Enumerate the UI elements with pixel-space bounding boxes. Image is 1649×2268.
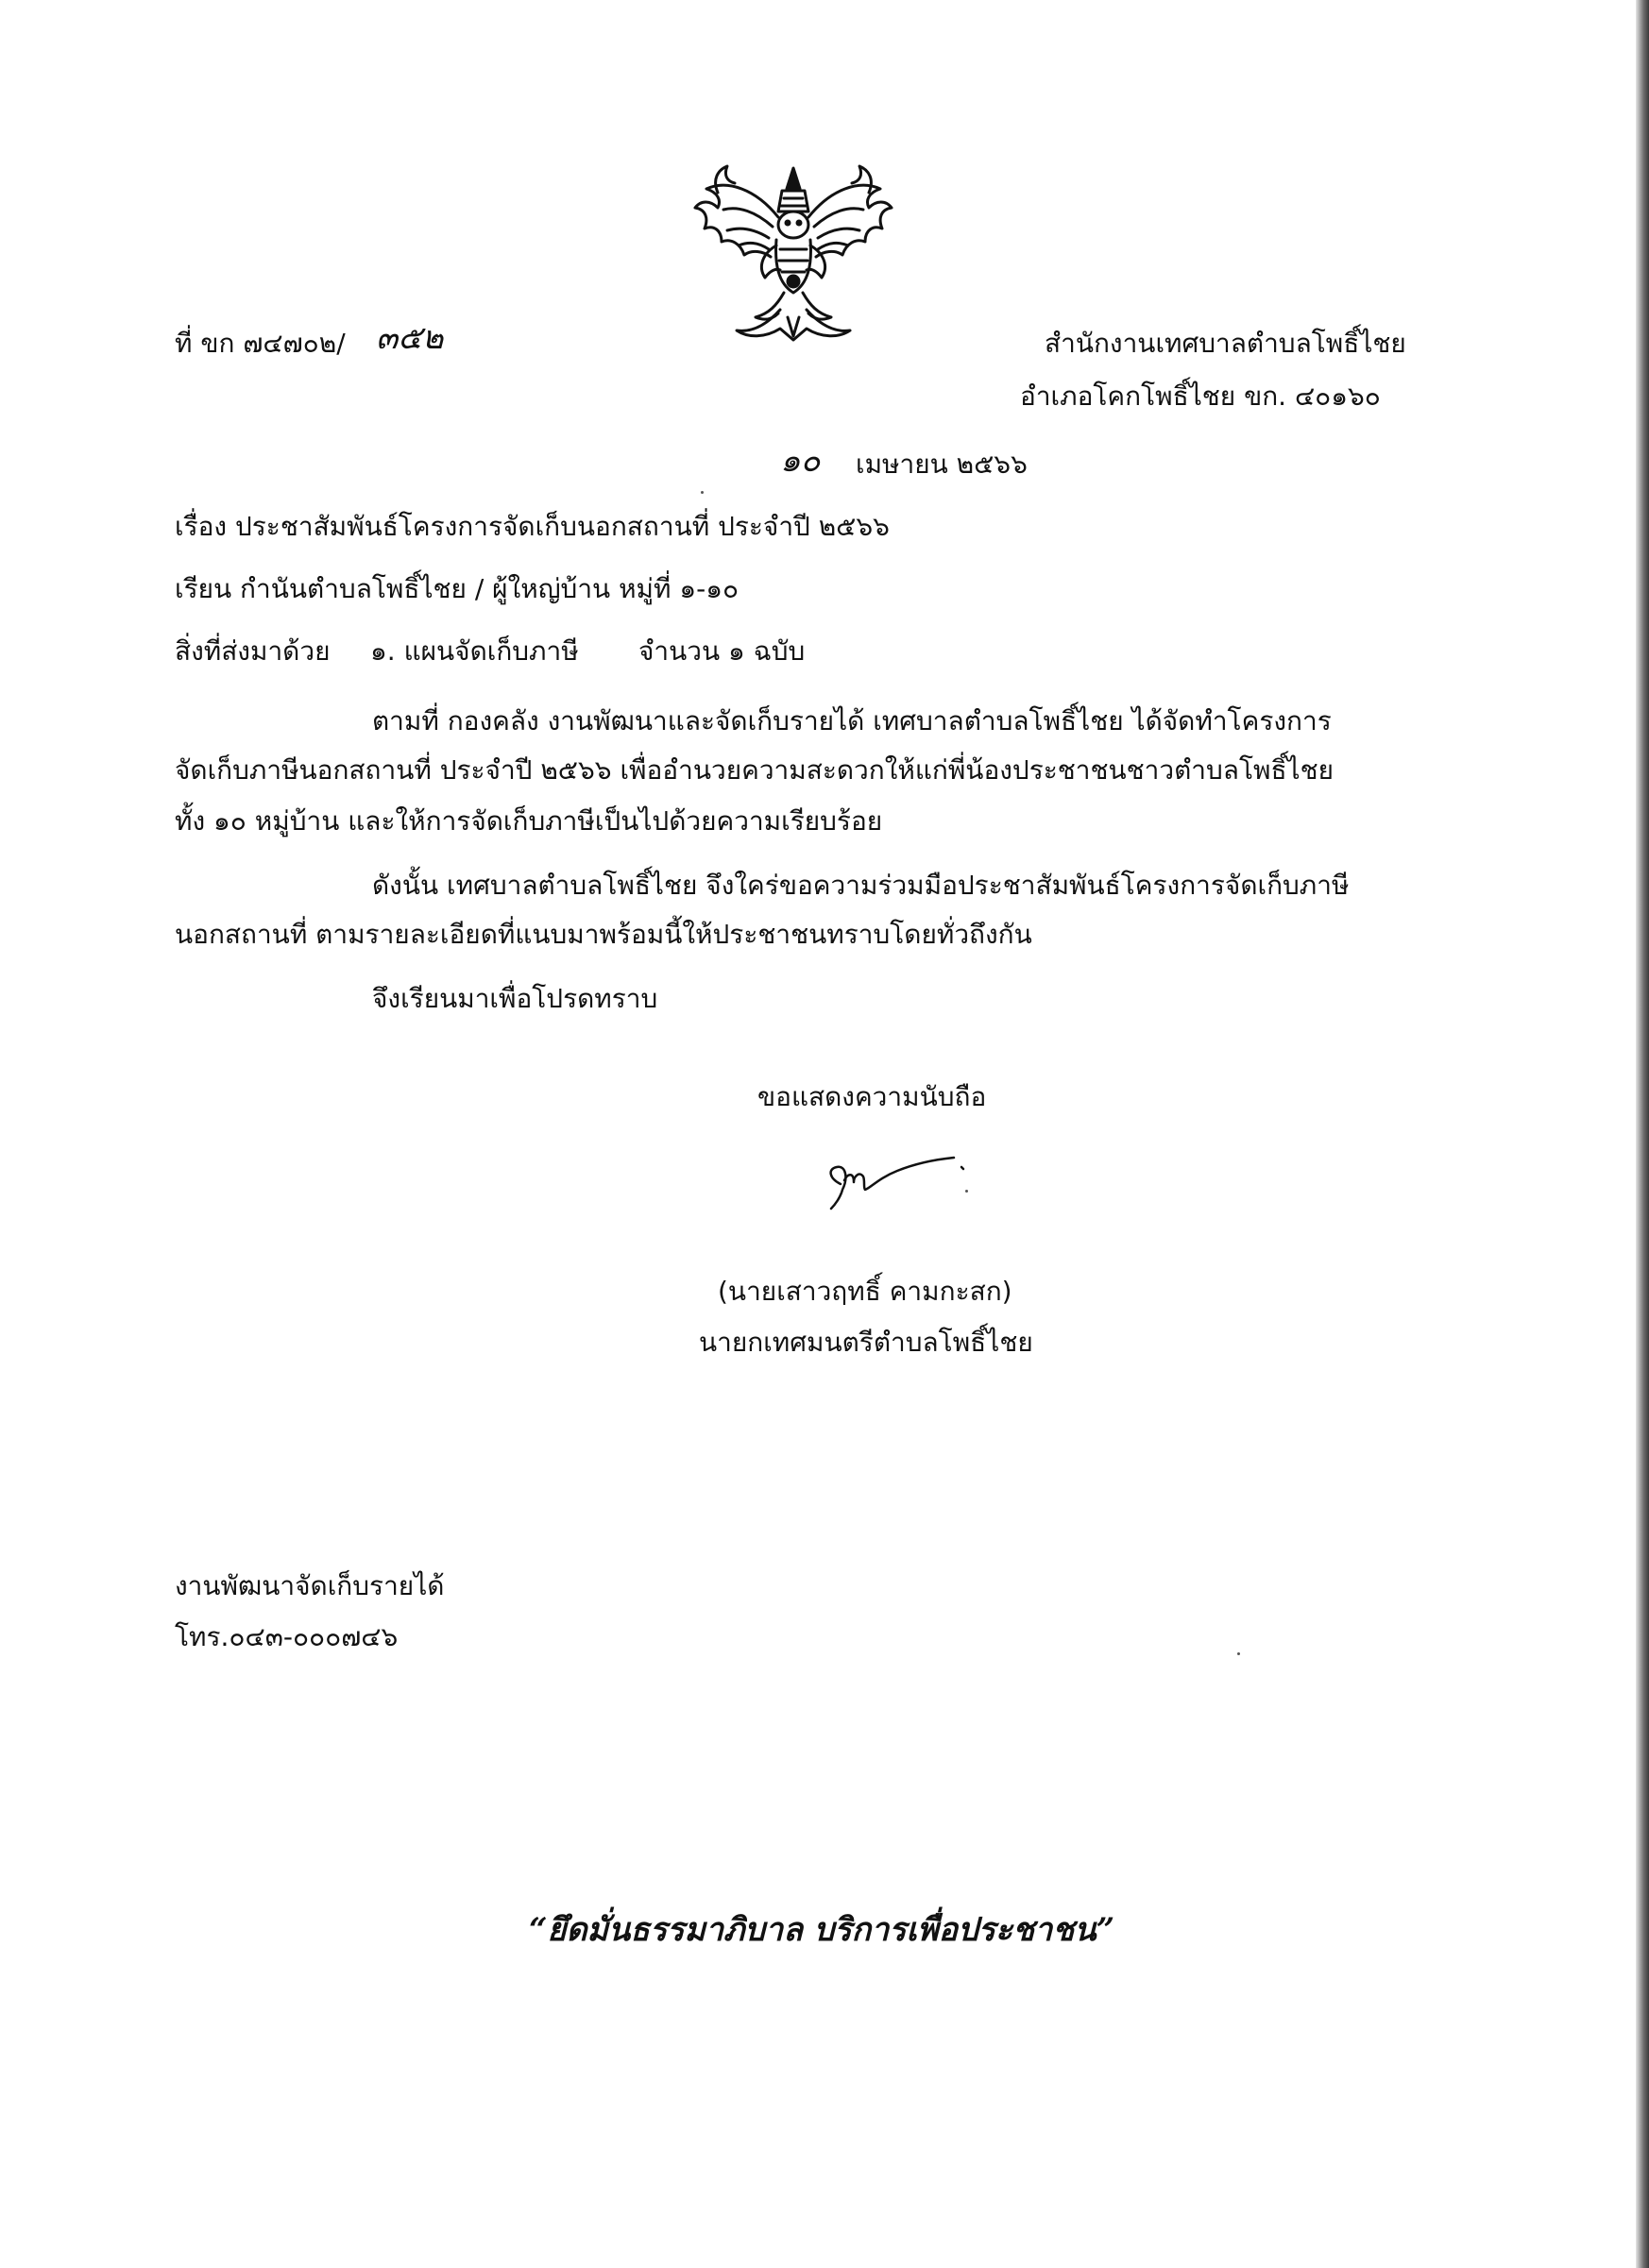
signer-name: (นายเสาวฤทธิ์ คามกะสก): [718, 1276, 1012, 1307]
closing-regards: ขอแสดงความนับถือ: [757, 1081, 987, 1112]
scan-edge-shadow: [1636, 0, 1649, 2268]
body-paragraph-1-line-1: ตามที่ กองคลัง งานพัฒนาและจัดเก็บรายได้ เทศบาลตำบลโพธิ์ไชย ได้จัดทำโครงการ: [372, 705, 1332, 736]
office-name: สำนักงานเทศบาลตำบลโพธิ์ไชย: [1045, 328, 1406, 359]
enclosure-item: ๑. แผนจัดเก็บภาษี: [370, 635, 579, 667]
reference-number-handwritten: ๓๕๒: [376, 319, 444, 357]
date-day-handwritten: ๑๐: [780, 442, 821, 480]
office-address: อำเภอโคกโพธิ์ไชย ขก. ๔๐๑๖๐: [1020, 381, 1381, 412]
addressee-line: เรียน กำนันตำบลโพธิ์ไชย / ผู้ใหญ่บ้าน หมู่ที่ ๑-๑๐: [175, 573, 740, 604]
contact-phone: โทร.๐๔๓-๐๐๐๗๔๖: [175, 1621, 399, 1652]
body-paragraph-2-line-2: นอกสถานที่ ตามรายละเอียดที่แนบมาพร้อมนี้ให้ประชาชนทราบโดยทั่วถึงกัน: [175, 919, 1032, 950]
body-paragraph-2-line-1: ดังนั้น เทศบาลตำบลโพธิ์ไชย จึงใคร่ขอความร่วมมือประชาสัมพันธ์โครงการจัดเก็บภาษี: [372, 870, 1350, 901]
scan-speck: [1237, 1652, 1240, 1655]
enclosure-quantity: จำนวน ๑ ฉบับ: [638, 635, 806, 667]
garuda-emblem-icon: [689, 151, 897, 349]
reference-label: ที่ ขก ๗๔๗๐๒/: [175, 328, 346, 359]
enclosure-label: สิ่งที่ส่งมาด้วย: [175, 635, 331, 667]
body-paragraph-1-line-3: ทั้ง ๑๐ หมู่บ้าน และให้การจัดเก็บภาษีเป็นไปด้วยความเรียบร้อย: [175, 805, 883, 837]
body-paragraph-1-line-2: จัดเก็บภาษีนอกสถานที่ ประจำปี ๒๕๖๖ เพื่ออำนวยความสะดวกให้แก่พี่น้องประชาชนชาวตำบลโพธิ์ไชย: [175, 754, 1334, 786]
date-month-year: เมษายน ๒๕๖๖: [856, 449, 1028, 480]
subject-line: เรื่อง ประชาสัมพันธ์โครงการจัดเก็บนอกสถานที่ ประจำปี ๒๕๖๖: [175, 511, 890, 542]
scan-speck: [701, 491, 704, 494]
scan-speck: [965, 1190, 968, 1193]
signer-title: นายกเทศมนตรีตำบลโพธิ์ไชย: [699, 1327, 1033, 1358]
handwritten-signature: [822, 1152, 982, 1218]
contact-department: งานพัฒนาจัดเก็บรายได้: [175, 1570, 445, 1601]
body-paragraph-3: จึงเรียนมาเพื่อโปรดทราบ: [372, 983, 658, 1014]
footer-motto: “ยึดมั่นธรรมาภิบาล บริการเพื่อประชาชน”: [529, 1911, 1115, 1949]
